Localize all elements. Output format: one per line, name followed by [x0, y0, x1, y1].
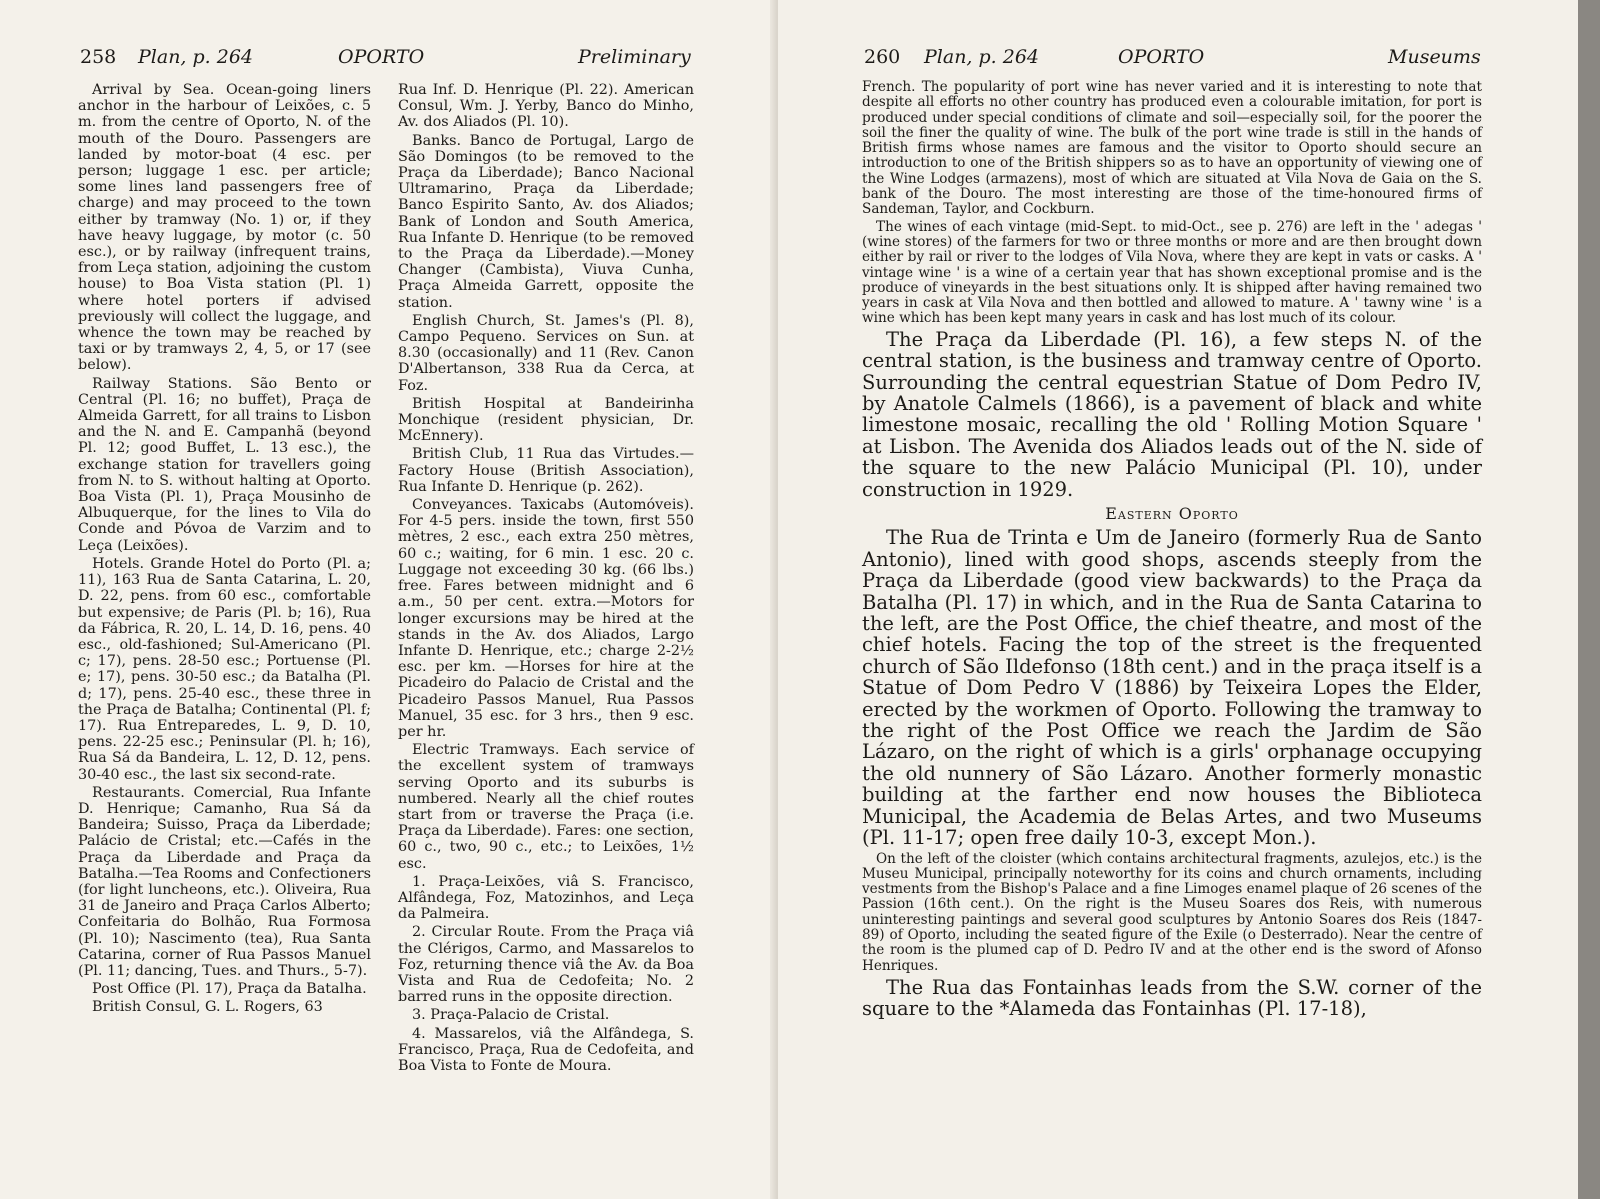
- page-edge: [1578, 0, 1600, 1199]
- right-page-number: 260: [864, 46, 901, 68]
- left-page-number: 258: [80, 46, 117, 68]
- fontainhas-paragraph: The Rua das Fontainhas leads from the S.W. corner of the square to the *Alameda das Fontainhas (Pl. 17-18),: [862, 975, 1482, 1021]
- rua-31-paragraph: The Rua de Trinta e Um de Janeiro (formerly Rua de Santo Antonio), lined with good shops, ascends steeply from the Praça da Liberdade (good view backwards) to the Praça da Batalha (Pl. 17) in which, and in the Rua de Santa Catarina to the left, are the Post Office, the chief theatre, and most of the chief hotels. Facing the top of the street is the frequented church of São Ildefonso (18th cent.) and in the praça itself is a Statue of Dom Pedro V (1886) by Teixeira Lopes the Elder, erected by the workmen of Oporto. Following the tramway to the right of the Post Office we reach the Jardim de São Lázaro, on the right of which is a girls' orphanage occupying the old nunnery of São Lázaro. Another formerly monastic building at the farther end now houses the Biblioteca Municipal, the Academia de Belas Artes, and two Museums (Pl. 11-17; open free daily 10-3, except Mon.).: [862, 526, 1482, 850]
- left-running-head: [80, 46, 116, 68]
- left-section-title: Preliminary: [578, 46, 691, 68]
- left-city-title: OPORTO: [338, 46, 425, 68]
- right-running-head: [864, 46, 900, 68]
- left-plan-ref: Plan, p. 264: [138, 46, 254, 68]
- left-column-1: [78, 82, 371, 1018]
- railway-paragraph: Railway Stations. São Bento or Central (Pl. 16; no buffet), Praça de Almeida Garrett, for all trains to Lisbon and the N. and E. Campanhã (beyond Pl. 12; good Buffet, L. 13 esc.), the exchange station for travellers going from N. to S. without halting at Oporto. Boa Vista (Pl. 1), Praça Mousinho de Albuquerque, for the lines to Vila do Conde and Póvoa de Varzim and to Leça (Leixões).: [78, 375, 371, 554]
- restaurants-paragraph: Restaurants. Comercial, Rua Infante D. Henrique; Camanho, Rua Sá da Bandeira; Suisso, Praça da Liberdade; Palácio de Cristal; etc.—Cafés in the Praça da Liberdade and Praça da Batalha.—Tea Rooms and Confectioners (for light luncheons, etc.). Oliveira, Rua 31 de Janeiro and Praça Carlos Alberto; Confeitaria do Bolhão, Rua Formosa (Pl. 10); Nascimento (tea), Rua Santa Catarina, corner of Rua Passos Manuel (Pl. 11; dancing, Tues. and Thurs., 5-7).: [78, 784, 371, 979]
- arrival-paragraph: Arrival by Sea. Ocean-going liners anchor in the harbour of Leixões, c. 5 m. from the centre of Oporto, N. of the mouth of the Douro. Passengers are landed by motor-boat (4 esc. per person; luggage 1 esc. per article; some lines land passengers free of charge) and may proceed to the town either by tramway (No. 1) or, if they have heavy luggage, by motor (c. 50 esc.), or by railway (infrequent trains, from Leça station, adjoining the custom house) to Boa Vista station (Pl. 1) where hotel porters if advised previously will collect the luggage, and whence the town may be reached by taxi or by tramways 2, 4, 5, or 17 (see below).: [78, 82, 371, 374]
- left-page: [0, 0, 785, 1199]
- conveyances-paragraph: Conveyances. Taxicabs (Automóveis). For 4-5 pers. inside the town, first 550 mètres, 2 esc., each extra 250 mètres, 60 c.; waiting, for 6 min. 1 esc. 20 c. Luggage not exceeding 30 kg. (66 lbs.) free. Fares between midnight and 6 a.m., 50 per cent. extra.—Motors for longer excursions may be hired at the stands in the Av. dos Aliados, Largo Infante D. Henrique, etc.; charge 2-2½ esc. per km. —Horses for hire at the Picadeiro do Palacio de Cristal and the Picadeiro Passos Manuel, Rua Passos Manuel, 35 esc. for 3 hrs., then 9 esc. per hr.: [398, 497, 694, 740]
- right-page: [778, 0, 1578, 1199]
- right-column: [862, 80, 1482, 1020]
- consul-continued-paragraph: Rua Inf. D. Henrique (Pl. 22). American Consul, Wm. J. Yerby, Banco do Minho, Av. dos Aliados (Pl. 10).: [398, 82, 694, 131]
- route-2: 2. Circular Route. From the Praça viâ the Clérigos, Carmo, and Massarelos to Foz, returning thence viâ the Av. da Boa Vista and Rua de Cedofeita; No. 2 barred runs in the opposite direction.: [398, 924, 694, 1006]
- british-consul-paragraph: British Consul, G. L. Rogers, 63: [92, 999, 323, 1016]
- route-4: 4. Massarelos, viâ the Alfândega, S. Francisco, Praça, Rua de Cedofeita, and Boa Vista to Fonte de Moura.: [398, 1025, 694, 1074]
- tramways-paragraph: Electric Tramways. Each service of the excellent system of tramways serving Oporto and its suburbs is numbered. Nearly all the chief routes start from or traverse the Praça (i.e. Praça da Liberdade). Fares: one section, 60 c., two, 90 c., etc.; to Leixões, 1½ esc.: [398, 742, 694, 872]
- hotels-paragraph: Hotels. Grande Hotel do Porto (Pl. a; 11), 163 Rua de Santa Catarina, L. 20, D. 22, pens. from 60 esc., comfortable but expensive; de Paris (Pl. b; 16), Rua da Fábrica, R. 20, L. 14, D. 16, pens. 40 esc., old-fashioned; Sul-Americano (Pl. c; 17), pens. 28-50 esc.; Portuense (Pl. e; 17), pens. 30-50 esc.; da Batalha (Pl. d; 17), pens. 25-40 esc., these three in the Praça de Batalha; Continental (Pl. f; 17). Rua Entreparedes, L. 9, D. 10, pens. 22-25 esc.; Peninsular (Pl. h; 16), Rua Sá da Bandeira, L. 12, D. 12, pens. 30-40 esc., the last six second-rate.: [78, 555, 371, 783]
- cloister-paragraph: On the left of the cloister (which contains architectural fragments, azulejos, etc.) is the Museu Municipal, principally noteworthy for its coins and church ornaments, including vestments from the Bishop's Palace and a fine Limoges enamel plaque of 26 scenes of the Passion (16th cent.). On the right is the Museu Soares dos Reis, with numerous uninteresting paintings and several good sculptures by Antonio Soares dos Reis (1847-89) of Oporto, including the seated figure of the Exile (o Desterrado). Near the centre of the room is the plumed cap of D. Pedro IV and at the other end is the sword of Afonso Henriques.: [862, 850, 1482, 974]
- post-office-paragraph: Post Office (Pl. 17), Praça da Batalha.: [92, 981, 367, 998]
- wine-paragraph-2: The wines of each vintage (mid-Sept. to mid-Oct., see p. 276) are left in the ' adegas ' (wine stores) of the farmers for two or three months or more and are then brought down either by rail or river to the lodges of Vila Nova, where they are kept in vats or casks. A ' vintage wine ' is a wine of a certain year that has shown exceptional promise and is the produce of vineyards in the best situations only. It is shipped after having remained two years in cask at Vila Nova and then bottled and allowed to mature. A ' tawny wine ' is a wine which has been kept many years in cask and has lost much of its colour.: [862, 218, 1482, 327]
- route-3: 3. Praça-Palacio de Cristal.: [412, 1007, 610, 1024]
- eastern-oporto-heading: Eastern Oporto: [1105, 504, 1239, 523]
- church-paragraph: English Church, St. James's (Pl. 8), Campo Pequeno. Services on Sun. at 8.30 (occasionally) and 11 (Rev. Canon D'Albertanson, 338 Rua da Cerca, at Foz.: [398, 312, 694, 394]
- banks-paragraph: Banks. Banco de Portugal, Largo de São Domingos (to be removed to the Praça da Liberdade); Banco Nacional Ultramarino, Praça da Liberdade; Banco Espirito Santo, Av. dos Aliados; Bank of London and South America, Rua Infante D. Henrique (to be removed to the Praça da Liberdade).—Money Changer (Cambista), Viuva Cunha, Praça Almeida Garrett, opposite the station.: [398, 132, 694, 311]
- right-city-title: OPORTO: [1118, 46, 1205, 68]
- wine-paragraph-1: French. The popularity of port wine has never varied and it is interesting to note that despite all efforts no other country has produced even a colourable imitation, for port is produced under special conditions of climate and soil—especially soil, for the poorer the soil the finer the quality of wine. The bulk of the port wine trade is still in the hands of British firms whose names are famous and the visitor to Oporto should secure an introduction to one of the British shippers so as to have an opportunity of viewing one of the Wine Lodges (armazens), most of which are situated at Vila Nova de Gaia on the S. bank of the Douro. The most interesting are those of the time-honoured firms of Sandeman, Taylor, and Cockburn.: [862, 79, 1482, 218]
- liberdade-paragraph: The Praça da Liberdade (Pl. 16), a few steps N. of the central station, is the business and tramway centre of Oporto. Surrounding the central equestrian Statue of Dom Pedro IV, by Anatole Calmels (1866), is a pavement of black and white limestone mosaic, recalling the old ' Rolling Motion Square ' at Lisbon. The Avenida dos Aliados leads out of the N. side of the square to the new Palácio Municipal (Pl. 10), under construction in 1929.: [862, 327, 1482, 501]
- right-section-title: Museums: [1388, 46, 1481, 68]
- route-1: 1. Praça-Leixões, viâ S. Francisco, Alfândega, Foz, Matozinhos, and Leça da Palmeira.: [398, 873, 694, 923]
- right-plan-ref: Plan, p. 264: [924, 46, 1040, 68]
- club-paragraph: British Club, 11 Rua das Virtudes.—Factory House (British Association), Rua Infante D. Henrique (p. 262).: [398, 446, 694, 495]
- hospital-paragraph: British Hospital at Bandeirinha Monchique (resident physician, Dr. McEnnery).: [398, 395, 694, 445]
- left-column-2: [398, 82, 694, 1076]
